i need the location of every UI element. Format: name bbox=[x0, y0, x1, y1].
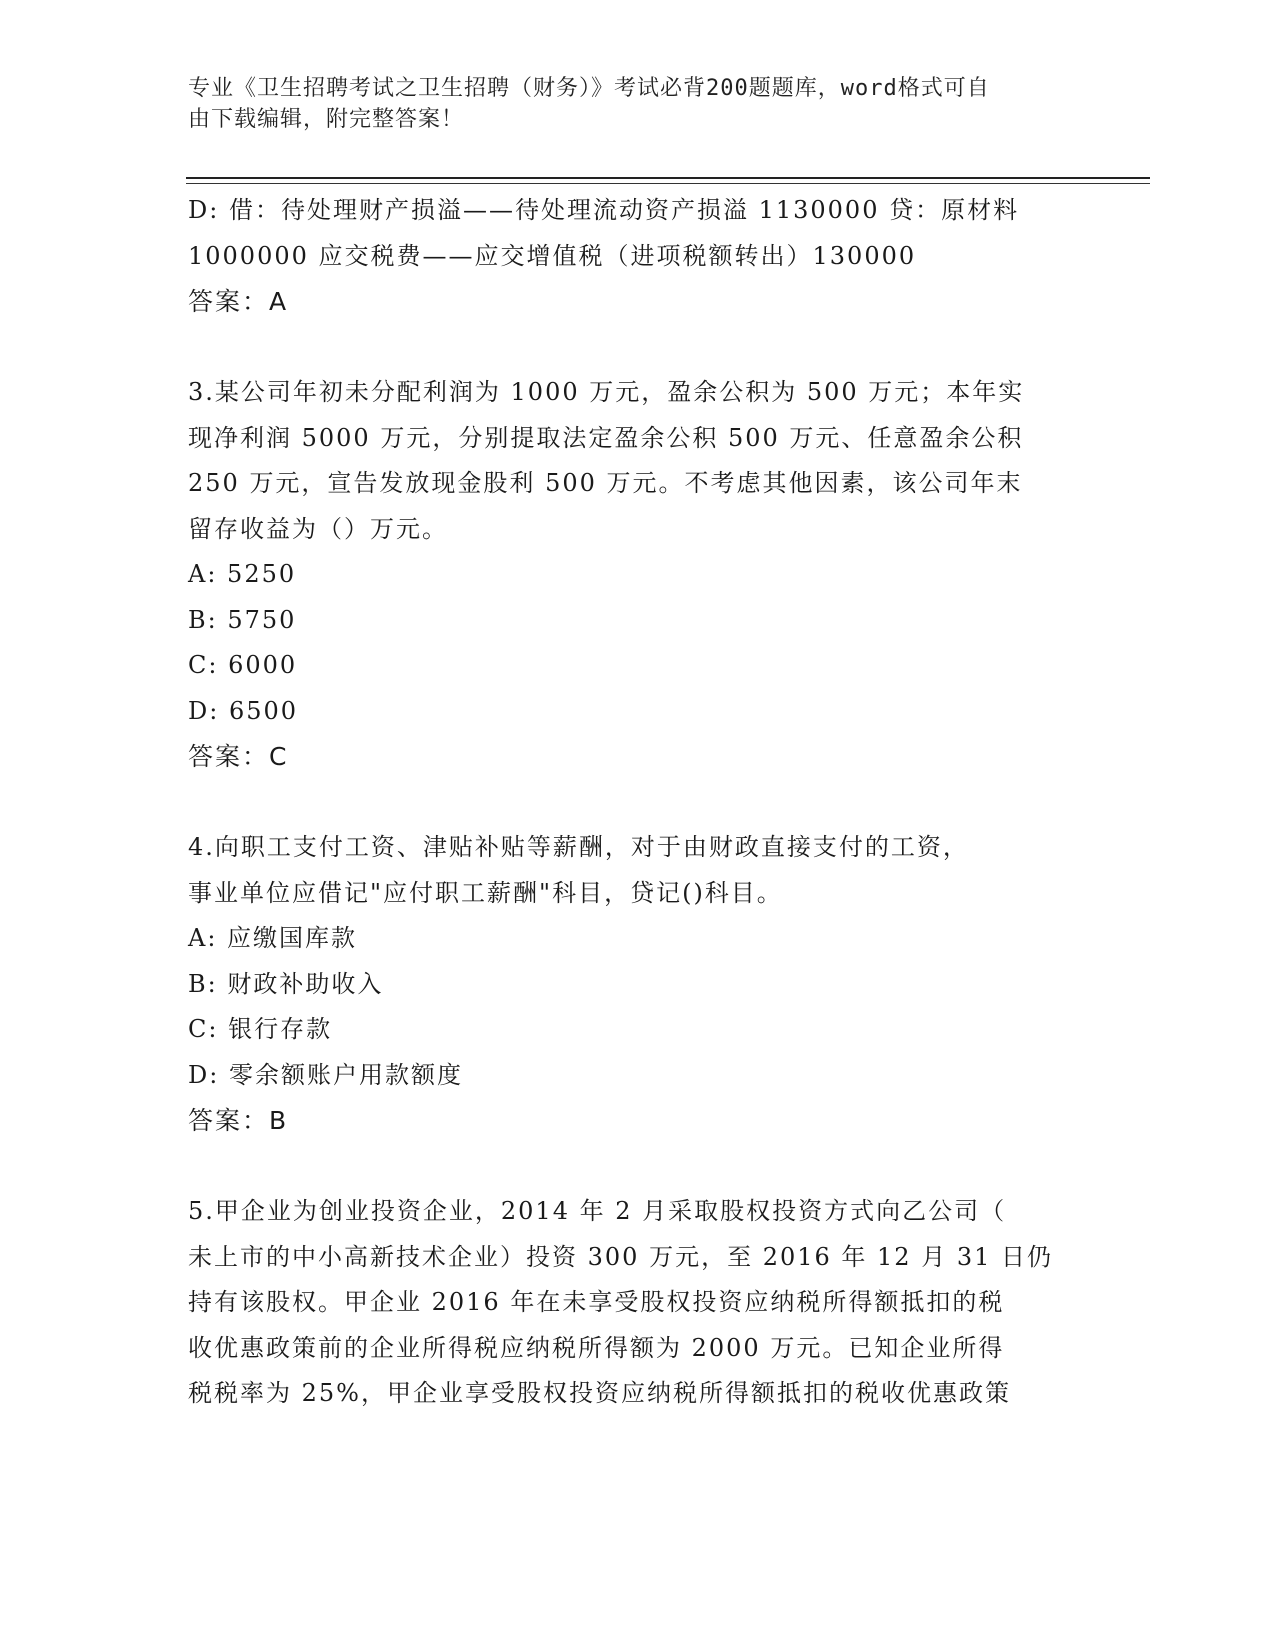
header-line-1: 专业《卫生招聘考试之卫生招聘（财务）》考试必背200题题库，word格式可自 bbox=[188, 76, 990, 101]
question-text-line: 收优惠政策前的企业所得税应纳税所得额为 2000 万元。已知企业所得 bbox=[188, 1333, 1005, 1362]
question-text-line: 留存收益为（）万元。 bbox=[188, 514, 448, 543]
question-text-line: 现净利润 5000 万元，分别提取法定盈余公积 500 万元、任意盈余公积 bbox=[188, 423, 1024, 452]
answer: 答案：C bbox=[188, 742, 289, 771]
option-a: A: 应缴国库款 bbox=[188, 924, 358, 952]
document-body bbox=[188, 188, 1088, 1417]
option-a: A: 5250 bbox=[188, 560, 297, 588]
question-3 bbox=[188, 370, 1088, 780]
option-b: B: 财政补助收入 bbox=[188, 969, 384, 998]
spacer bbox=[188, 325, 1088, 371]
option-c: C: 6000 bbox=[188, 651, 298, 679]
answer: 答案：B bbox=[188, 1106, 289, 1135]
spacer bbox=[188, 780, 1088, 826]
question-5 bbox=[188, 1189, 1088, 1417]
question-text-line: 5.甲企业为创业投资企业，2014 年 2 月采取股权投资方式向乙公司（ bbox=[188, 1197, 1007, 1225]
option-d-line-1: D: 借：待处理财产损溢——待处理流动资产损溢 1130000 贷：原材料 bbox=[188, 196, 1020, 224]
header-rule-thin bbox=[186, 183, 1150, 184]
question-text-line: 持有该股权。甲企业 2016 年在未享受股权投资应纳税所得额抵扣的税 bbox=[188, 1288, 1005, 1316]
question-text-line: 税税率为 25%，甲企业享受股权投资应纳税所得额抵扣的税收优惠政策 bbox=[188, 1379, 1011, 1407]
prev-question bbox=[188, 188, 1088, 325]
question-text-line: 3.某公司年初未分配利润为 1000 万元，盈余公积为 500 万元；本年实 bbox=[188, 378, 1025, 406]
option-c: C: 银行存款 bbox=[188, 1015, 333, 1043]
question-text-line: 未上市的中小高新技术企业）投资 300 万元，至 2016 年 12 月 31 日仍 bbox=[188, 1242, 1053, 1271]
option-d: D: 6500 bbox=[188, 696, 299, 725]
page-header bbox=[188, 73, 1068, 135]
option-d-line-2: 1000000 应交税费——应交增值税（进项税额转出）130000 bbox=[188, 241, 917, 270]
header-rule-thick bbox=[186, 177, 1150, 179]
question-text-line: 事业单位应借记"应付职工薪酬"科目，贷记()科目。 bbox=[188, 878, 783, 907]
option-b: B: 5750 bbox=[188, 605, 297, 634]
spacer bbox=[188, 1144, 1088, 1190]
question-4 bbox=[188, 825, 1088, 1144]
option-d: D: 零余额账户用款额度 bbox=[188, 1060, 463, 1089]
header-line-2: 由下载编辑，附完整答案！ bbox=[188, 107, 465, 132]
question-text-line: 250 万元，宣告发放现金股利 500 万元。不考虑其他因素，该公司年末 bbox=[188, 469, 1023, 497]
answer: 答案：A bbox=[188, 287, 289, 316]
question-text-line: 4.向职工支付工资、津贴补贴等薪酬，对于由财政直接支付的工资， bbox=[188, 833, 969, 861]
